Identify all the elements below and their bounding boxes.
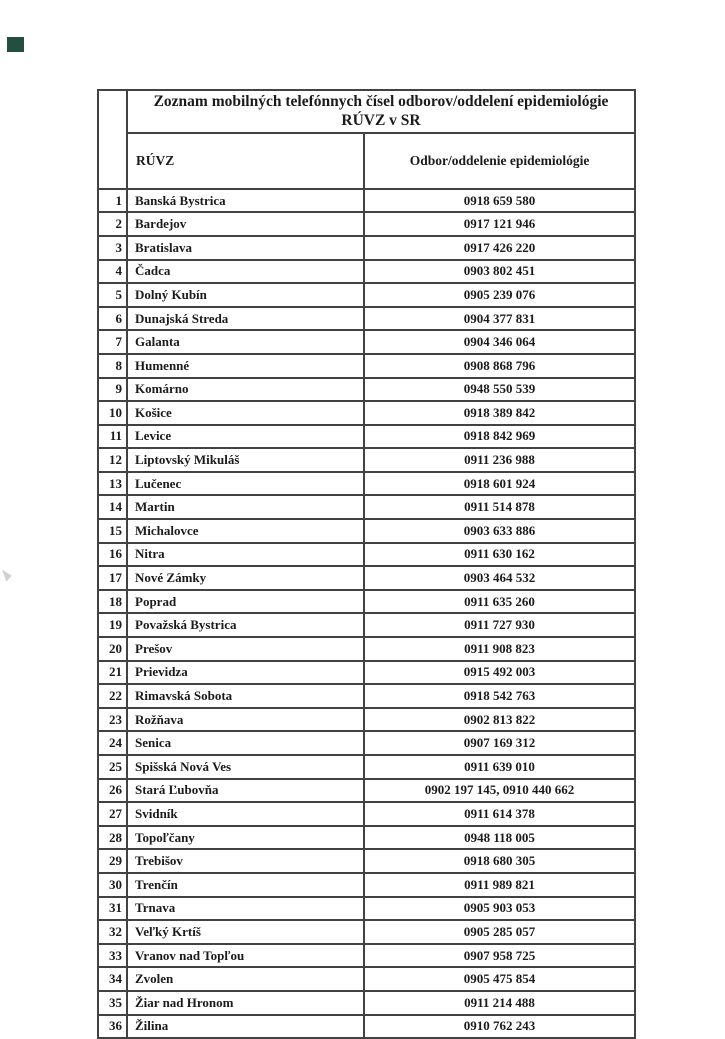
table-row — [98, 849, 635, 873]
row-city: Trnava — [127, 897, 364, 921]
row-city: Zvolen — [127, 967, 364, 991]
row-city: Bratislava — [127, 236, 364, 260]
row-phone: 0903 633 886 — [364, 519, 635, 543]
table-row — [98, 543, 635, 567]
row-city: Svidník — [127, 802, 364, 826]
row-phone: 0911 630 162 — [364, 543, 635, 567]
table-row — [98, 967, 635, 991]
row-city: Humenné — [127, 354, 364, 378]
table-row — [98, 637, 635, 661]
row-phone: 0915 492 003 — [364, 661, 635, 685]
row-number: 21 — [98, 661, 127, 685]
table-row — [98, 661, 635, 685]
row-number: 24 — [98, 731, 127, 755]
row-phone: 0911 727 930 — [364, 613, 635, 637]
row-city: Lučenec — [127, 472, 364, 496]
row-number: 23 — [98, 708, 127, 732]
row-phone: 0918 542 763 — [364, 684, 635, 708]
document-title-line1: Zoznam mobilných telefónnych čísel odborov/oddelení epidemiológie — [153, 93, 609, 110]
row-city: Dolný Kubín — [127, 283, 364, 307]
table-row — [98, 613, 635, 637]
row-number: 34 — [98, 967, 127, 991]
row-city: Poprad — [127, 590, 364, 614]
table-row — [98, 779, 635, 803]
row-city: Košice — [127, 401, 364, 425]
row-phone: 0911 614 378 — [364, 802, 635, 826]
row-phone: 0911 635 260 — [364, 590, 635, 614]
table-row — [98, 920, 635, 944]
row-number: 4 — [98, 260, 127, 284]
row-phone: 0902 813 822 — [364, 708, 635, 732]
row-phone: 0911 989 821 — [364, 873, 635, 897]
row-phone: 0911 639 010 — [364, 755, 635, 779]
row-phone: 0905 285 057 — [364, 920, 635, 944]
row-phone: 0905 903 053 — [364, 897, 635, 921]
row-number: 18 — [98, 590, 127, 614]
row-phone: 0911 908 823 — [364, 637, 635, 661]
corner-cell — [98, 90, 127, 189]
row-city: Bardejov — [127, 212, 364, 236]
row-city: Prešov — [127, 637, 364, 661]
row-number: 27 — [98, 802, 127, 826]
row-city: Trenčín — [127, 873, 364, 897]
header-row — [98, 133, 635, 189]
row-phone: 0948 118 005 — [364, 826, 635, 850]
table-row — [98, 307, 635, 331]
row-city: Veľký Krtíš — [127, 920, 364, 944]
row-phone: 0905 239 076 — [364, 283, 635, 307]
table-row — [98, 189, 635, 213]
table-row — [98, 519, 635, 543]
row-number: 2 — [98, 212, 127, 236]
column-header-phone: Odbor/oddelenie epidemiológie — [364, 133, 635, 189]
scan-corner-artifact — [7, 37, 24, 52]
row-city: Žilina — [127, 1015, 364, 1039]
row-phone: 0903 464 532 — [364, 566, 635, 590]
row-city: Rožňava — [127, 708, 364, 732]
table-row — [98, 944, 635, 968]
row-city: Topoľčany — [127, 826, 364, 850]
row-city: Považská Bystrica — [127, 613, 364, 637]
table-row — [98, 260, 635, 284]
row-number: 35 — [98, 991, 127, 1015]
row-number: 16 — [98, 543, 127, 567]
row-phone: 0910 762 243 — [364, 1015, 635, 1039]
row-phone: 0917 121 946 — [364, 212, 635, 236]
row-city: Spišská Nová Ves — [127, 755, 364, 779]
row-number: 12 — [98, 448, 127, 472]
table-row — [98, 330, 635, 354]
table-row — [98, 991, 635, 1015]
row-phone: 0917 426 220 — [364, 236, 635, 260]
row-phone: 0911 514 878 — [364, 495, 635, 519]
table-row — [98, 708, 635, 732]
table-row — [98, 448, 635, 472]
row-phone: 0911 236 988 — [364, 448, 635, 472]
row-city: Stará Ľubovňa — [127, 779, 364, 803]
row-phone: 0918 659 580 — [364, 189, 635, 213]
row-number: 19 — [98, 613, 127, 637]
table-row — [98, 212, 635, 236]
row-number: 29 — [98, 849, 127, 873]
row-phone: 0948 550 539 — [364, 378, 635, 402]
row-number: 10 — [98, 401, 127, 425]
row-city: Vranov nad Topľou — [127, 944, 364, 968]
scan-edge-artifact — [2, 567, 13, 582]
row-phone: 0918 601 924 — [364, 472, 635, 496]
table-row — [98, 802, 635, 826]
row-number: 3 — [98, 236, 127, 260]
document-title-line2: RÚVZ v SR — [341, 112, 421, 130]
document-title — [127, 90, 635, 133]
column-header-ruvz: RÚVZ — [127, 133, 364, 189]
row-city: Martin — [127, 495, 364, 519]
row-phone: 0918 680 305 — [364, 849, 635, 873]
row-city: Nové Zámky — [127, 566, 364, 590]
row-number: 7 — [98, 330, 127, 354]
row-phone: 0907 169 312 — [364, 731, 635, 755]
row-phone: 0904 346 064 — [364, 330, 635, 354]
row-number: 17 — [98, 566, 127, 590]
row-number: 33 — [98, 944, 127, 968]
row-number: 1 — [98, 189, 127, 213]
title-row — [98, 90, 635, 133]
row-phone: 0907 958 725 — [364, 944, 635, 968]
table-row — [98, 1015, 635, 1039]
row-number: 5 — [98, 283, 127, 307]
row-number: 32 — [98, 920, 127, 944]
row-city: Komárno — [127, 378, 364, 402]
table-row — [98, 684, 635, 708]
row-city: Michalovce — [127, 519, 364, 543]
row-number: 22 — [98, 684, 127, 708]
row-phone: 0903 802 451 — [364, 260, 635, 284]
row-phone: 0918 842 969 — [364, 425, 635, 449]
row-phone: 0902 197 145, 0910 440 662 — [364, 779, 635, 803]
row-number: 13 — [98, 472, 127, 496]
row-city: Dunajská Streda — [127, 307, 364, 331]
row-phone: 0911 214 488 — [364, 991, 635, 1015]
row-phone: 0905 475 854 — [364, 967, 635, 991]
row-city: Banská Bystrica — [127, 189, 364, 213]
table-row — [98, 873, 635, 897]
row-number: 11 — [98, 425, 127, 449]
row-city: Trebišov — [127, 849, 364, 873]
row-city: Prievidza — [127, 661, 364, 685]
row-phone: 0908 868 796 — [364, 354, 635, 378]
table-row — [98, 731, 635, 755]
row-number: 26 — [98, 779, 127, 803]
row-city: Senica — [127, 731, 364, 755]
row-city: Galanta — [127, 330, 364, 354]
row-phone: 0918 389 842 — [364, 401, 635, 425]
row-number: 8 — [98, 354, 127, 378]
table-row — [98, 401, 635, 425]
row-city: Rimavská Sobota — [127, 684, 364, 708]
table-row — [98, 755, 635, 779]
row-number: 36 — [98, 1015, 127, 1039]
row-number: 25 — [98, 755, 127, 779]
table-row — [98, 897, 635, 921]
row-number: 15 — [98, 519, 127, 543]
row-city: Liptovský Mikuláš — [127, 448, 364, 472]
row-number: 9 — [98, 378, 127, 402]
table-body — [98, 189, 635, 1038]
row-number: 20 — [98, 637, 127, 661]
table-row — [98, 283, 635, 307]
table-row — [98, 472, 635, 496]
row-city: Levice — [127, 425, 364, 449]
table-row — [98, 425, 635, 449]
table-row — [98, 826, 635, 850]
row-number: 30 — [98, 873, 127, 897]
row-city: Nitra — [127, 543, 364, 567]
row-number: 28 — [98, 826, 127, 850]
row-number: 31 — [98, 897, 127, 921]
table-row — [98, 566, 635, 590]
table-row — [98, 378, 635, 402]
row-phone: 0904 377 831 — [364, 307, 635, 331]
row-number: 6 — [98, 307, 127, 331]
row-number: 14 — [98, 495, 127, 519]
table-row — [98, 354, 635, 378]
phone-numbers-table — [97, 89, 636, 1039]
row-city: Čadca — [127, 260, 364, 284]
row-city: Žiar nad Hronom — [127, 991, 364, 1015]
table-row — [98, 495, 635, 519]
table-row — [98, 236, 635, 260]
table-row — [98, 590, 635, 614]
